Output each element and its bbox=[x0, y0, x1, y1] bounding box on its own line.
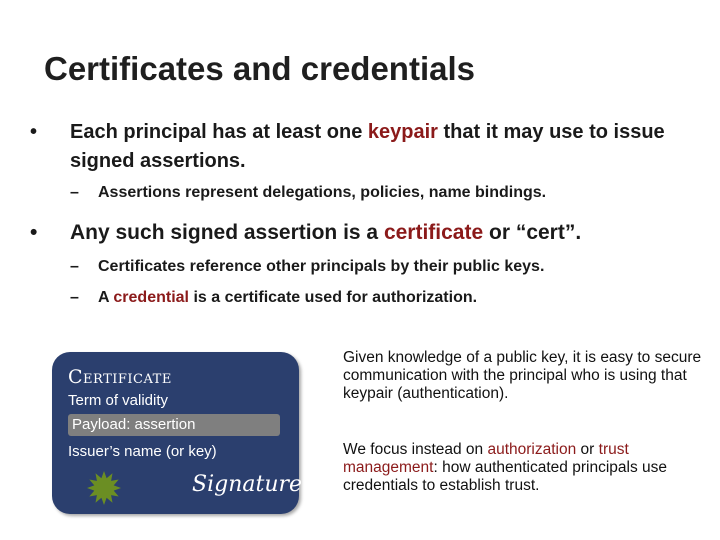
bullet-keypair-text bbox=[70, 118, 670, 176]
term-of-validity: Term of validity bbox=[68, 392, 169, 409]
sub-bullet-dash: – bbox=[70, 258, 79, 275]
authorization-paragraph bbox=[343, 441, 703, 495]
authorization-before: We focus instead on bbox=[343, 441, 488, 458]
sub-bullet-credential-before: A bbox=[98, 289, 114, 306]
trust-management-highlight: trust management bbox=[343, 441, 629, 476]
authorization-mid: or bbox=[576, 441, 599, 458]
bullet-certificate-after: or “cert”. bbox=[483, 221, 582, 244]
bullet-certificate-text bbox=[70, 219, 581, 247]
bullet-keypair-after: that it may use to issue signed assertions. bbox=[70, 121, 665, 172]
certificate-card-title: Certificate bbox=[68, 366, 172, 388]
bullet-dot: • bbox=[30, 121, 38, 143]
bullet-keypair-before: Each principal has at least one bbox=[70, 121, 368, 143]
certificate-highlight: certificate bbox=[383, 221, 484, 244]
sub-bullet-credential-text bbox=[98, 288, 477, 308]
signature: Signature bbox=[192, 472, 303, 497]
keypair-highlight: keypair bbox=[367, 121, 438, 143]
bullet-certificate-before: Any such signed assertion is a bbox=[70, 221, 384, 244]
bullet-dot: • bbox=[30, 221, 38, 244]
authorization-highlight: authorization bbox=[487, 441, 577, 458]
sub-bullet-credential-after: is a certificate used for authorization. bbox=[189, 289, 478, 306]
payload-assertion: Payload: assertion bbox=[72, 416, 196, 433]
credential-highlight: credential bbox=[113, 289, 189, 306]
authorization-after: : how authenticated principals use credentials to establish trust. bbox=[343, 459, 667, 494]
issuer-name: Issuer’s name (or key) bbox=[68, 443, 217, 460]
seal-icon bbox=[86, 470, 122, 506]
certificate-card bbox=[52, 352, 303, 514]
sub-bullet-assertions-text: Assertions represent delegations, policies, name bindings. bbox=[98, 184, 547, 201]
slide-title: Certificates and credentials bbox=[44, 50, 475, 87]
sub-bullet-references-text: Certificates reference other principals by their public keys. bbox=[98, 258, 545, 275]
authentication-paragraph bbox=[343, 349, 703, 403]
authorization-text bbox=[343, 441, 703, 495]
sub-bullet-dash: – bbox=[70, 289, 79, 306]
sub-bullet-dash: – bbox=[70, 184, 79, 201]
authentication-text: Given knowledge of a public key, it is easy to secure communication with the principal who is using that keypair (authentication). bbox=[343, 349, 702, 402]
